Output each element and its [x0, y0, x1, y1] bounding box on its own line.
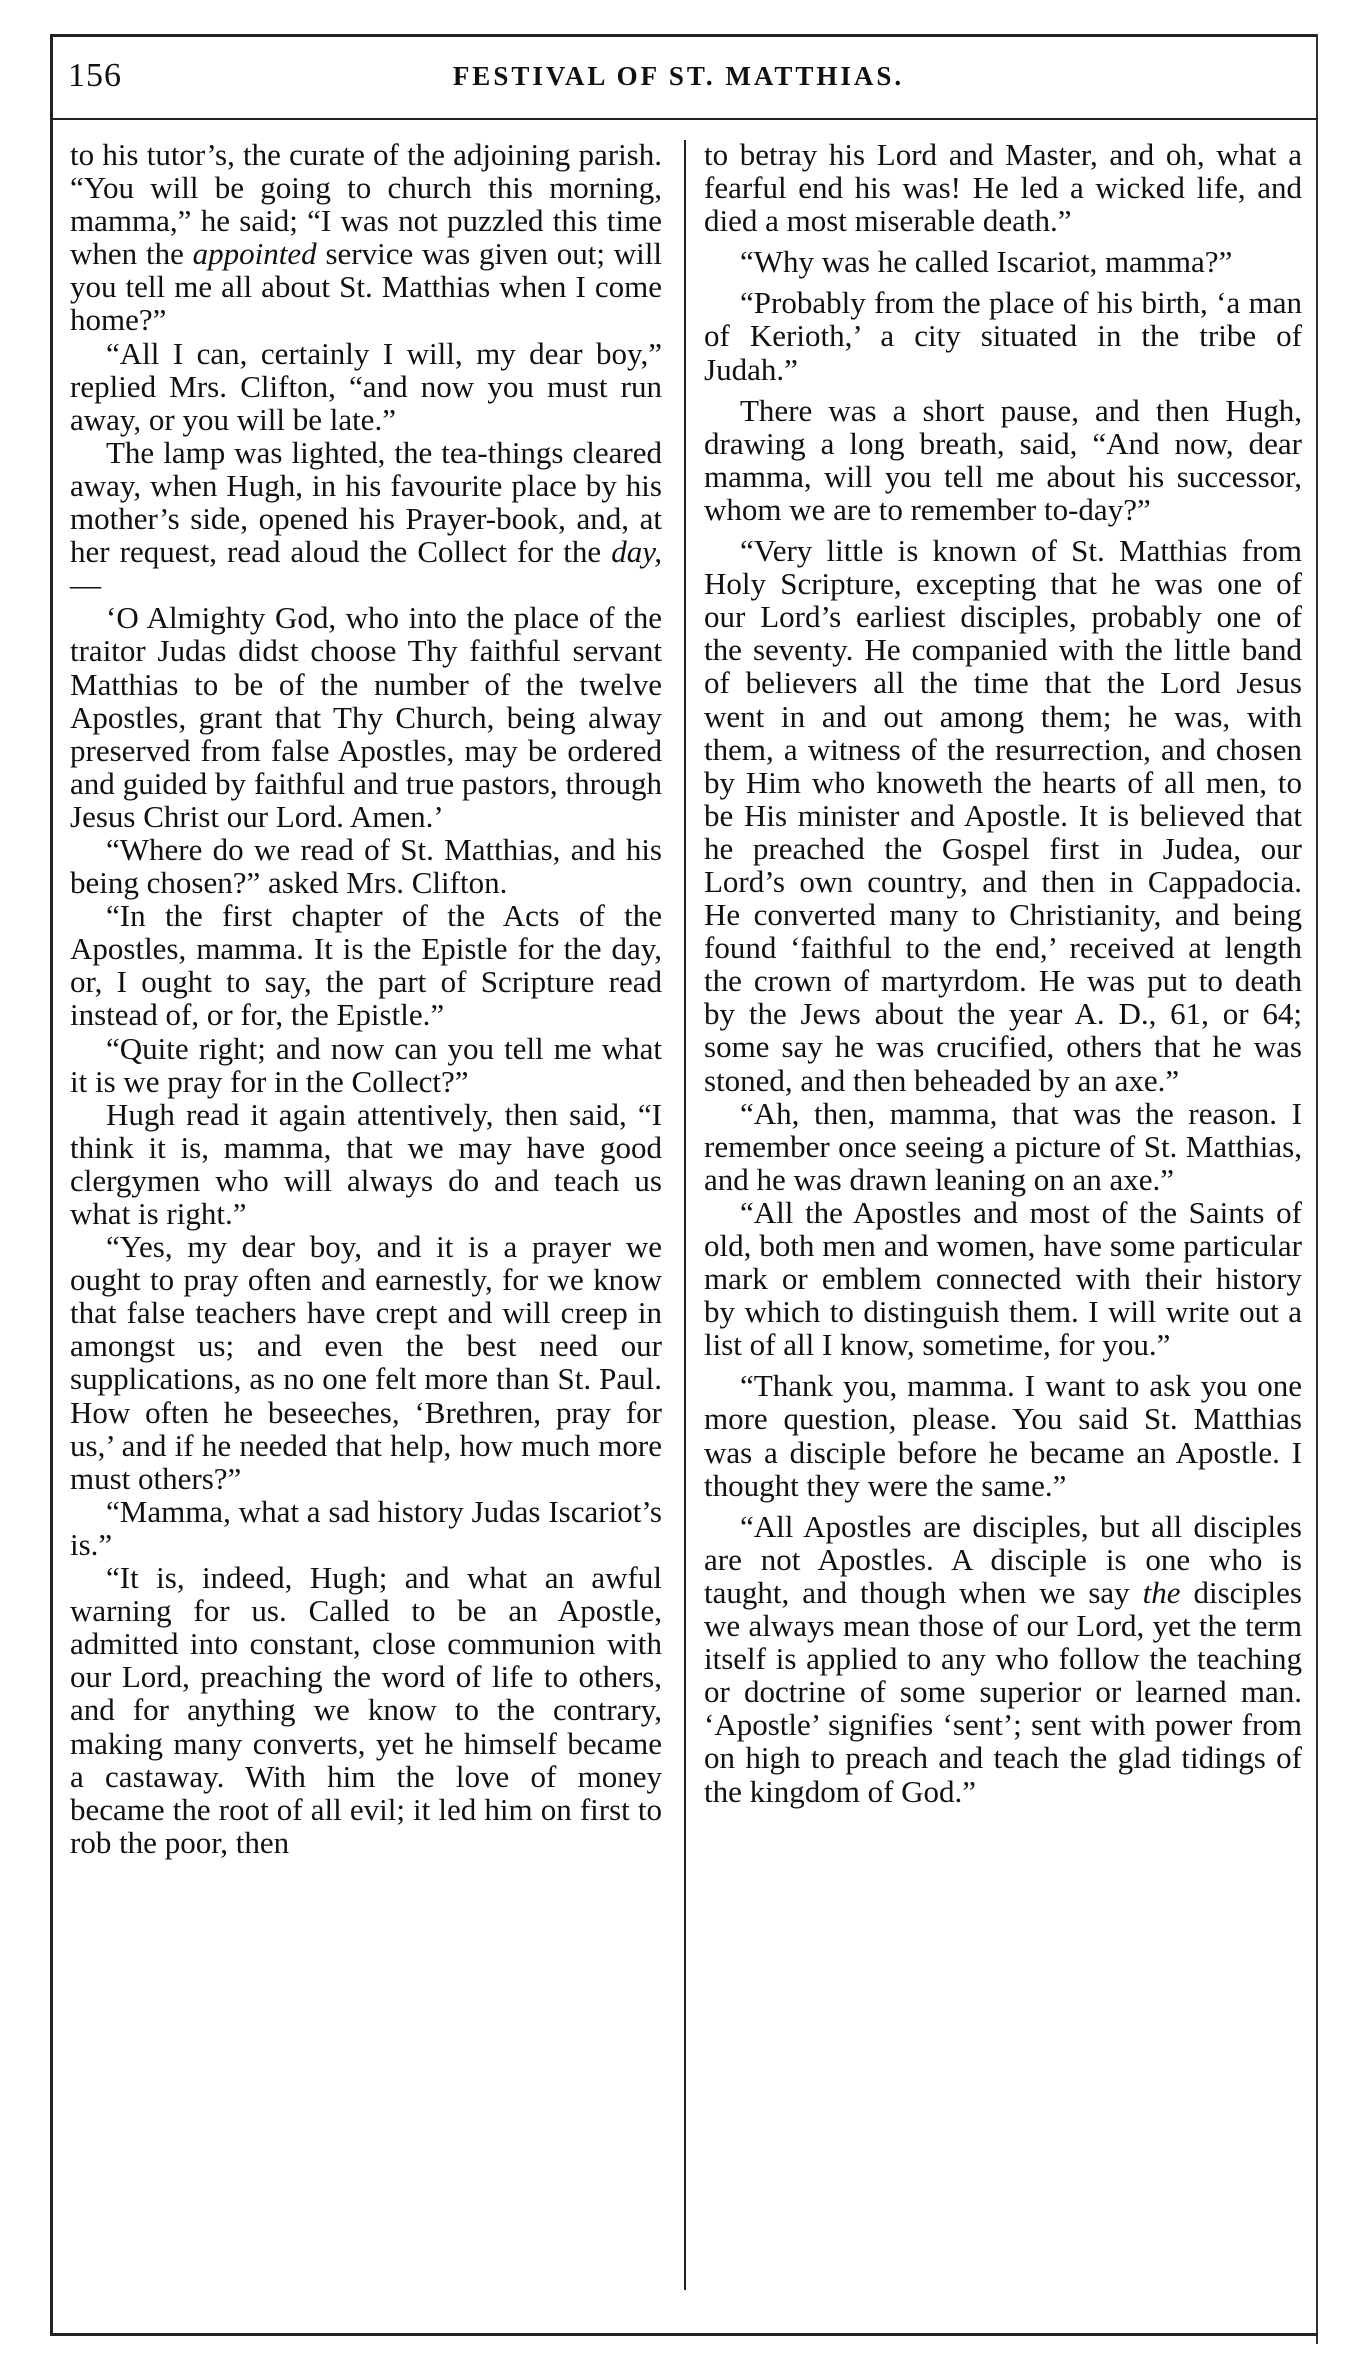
- paragraph: There was a short pause, and then Hugh, drawing a long breath, said, “And now, dear mamma, will you tell me about his successor, whom we are to remember to-day?”: [704, 392, 1302, 527]
- page-number: 156: [68, 57, 122, 94]
- page-border-left: [50, 34, 53, 2334]
- paragraph: “Ah, then, mamma, that was the reason. I remember once seeing a picture of St. Matthias, and he was drawn leaning on an axe.”: [704, 1095, 1302, 1197]
- paragraph: “It is, indeed, Hugh; and what an awful warning for us. Called to be an Apostle, admitted into constant, close communion with our Lord, preaching the word of life to others, and for anything we know to the contrary, making many converts, yet he himself became a castaway. With him the love of money became the root of all evil; it led him on first to rob the poor, then: [70, 1560, 662, 1860]
- running-head: FESTIVAL OF ST. MATTHIAS.: [452, 61, 905, 91]
- paragraph: “Mamma, what a sad history Judas Iscariot’s is.”: [70, 1493, 662, 1562]
- paragraph: “Thank you, mamma. I want to ask you one more question, please. You said St. Matthias was a disciple before he became an Apostle. I thought they were the same.”: [704, 1368, 1302, 1503]
- paragraph: to his tutor’s, the curate of the adjoining parish. “You will be going to church this morning, mamma,” he said; “I was not puzzled this time when the appointed service was given out; will you tell me all about St. Matthias when I come home?”: [70, 137, 662, 338]
- paragraph: “Why was he called Iscariot, mamma?”: [740, 244, 1233, 280]
- paragraph: The lamp was lighted, the tea-things cleared away, when Hugh, in his favourite place by his mother’s side, opened his Prayer-book, and, at her request, read aloud the Collect for the day,—: [70, 434, 662, 603]
- paragraph: Hugh read it again attentively, then said, “I think it is, mamma, that we may have good clergymen who will always do and teach us what is right.”: [70, 1096, 662, 1231]
- page-border-bottom: [50, 2333, 1318, 2336]
- page-border-right: [1316, 34, 1318, 2344]
- paragraph: “Very little is known of St. Matthias from Holy Scripture, excepting that he was one of our Lord’s earliest disciples, probably one of the seventy. He companied with the little band of believers all the time that the Lord Jesus went in and out among them; he was, with them, a witness of the resurrection, and chosen by Him who knoweth the hearts of all men, to be His minister and Apostle. It is believed that he preached the Gospel first in Judea, our Lord’s own country, and then in Cappadocia. He converted many to Christianity, and being found ‘faithful to the end,’ received at length the crown of martyrdom. He was put to death by the Jews about the year A. D., 61, or 64; some say he was crucified, others that he was stoned, and then beheaded by an axe.”: [704, 533, 1302, 1098]
- paragraph: “Probably from the place of his birth, ‘a man of Kerioth,’ a city situated in the tribe of Judah.”: [704, 285, 1302, 387]
- paragraph: “Yes, my dear boy, and it is a prayer we ought to pray often and earnestly, for we know that false teachers have crept and will creep in amongst us; and even the best need our supplications, as no one felt more than St. Paul. How often he beseeches, ‘Brethren, pray for us,’ and if he needed that help, how much more must others?”: [70, 1229, 662, 1496]
- paragraph: “All the Apostles and most of the Saints of old, both men and women, have some particular mark or emblem connected with their history by which to distinguish them. I will write out a list of all I know, sometime, for you.”: [704, 1194, 1302, 1363]
- paragraph: “In the first chapter of the Acts of the Apostles, mamma. It is the Epistle for the day, or, I ought to say, the part of Scripture read instead of, or for, the Epistle.”: [70, 898, 662, 1033]
- right-column: [704, 138, 1302, 1808]
- paragraph: “Where do we read of St. Matthias, and his being chosen?” asked Mrs. Clifton.: [70, 831, 662, 901]
- left-column: [70, 138, 662, 1859]
- collect-quote: ‘O Almighty God, who into the place of the traitor Judas didst choose Thy faithful servant Matthias to be of the number of the twelve Apostles, grant that Thy Church, being alway preserved from false Apostles, may be ordered and guided by faithful and true pastors, through Jesus Christ our Lord. Amen.’: [70, 600, 662, 834]
- paragraph: “All I can, certainly I will, my dear boy,” replied Mrs. Clifton, “and now you must run away, or you will be late.”: [70, 335, 662, 437]
- paragraph: “Quite right; and now can you tell me what it is we pray for in the Collect?”: [70, 1030, 662, 1099]
- page-border-top: [50, 34, 1318, 37]
- header-rule: [50, 118, 1318, 120]
- paragraph: “All Apostles are disciples, but all disciples are not Apostles. A disciple is one who is taught, and though when we say the disciples we always mean those of our Lord, yet the term itself is applied to any who follow the teaching or doctrine of some superior or learned man. ‘Apostle’ signifies ‘sent’; sent with power from on high to preach and teach the glad tidings of the kingdom of God.”: [704, 1508, 1302, 1809]
- paragraph: to betray his Lord and Master, and oh, what a fearful end his was! He led a wicked life, and died a most miserable death.”: [704, 137, 1302, 239]
- column-divider: [684, 140, 686, 2290]
